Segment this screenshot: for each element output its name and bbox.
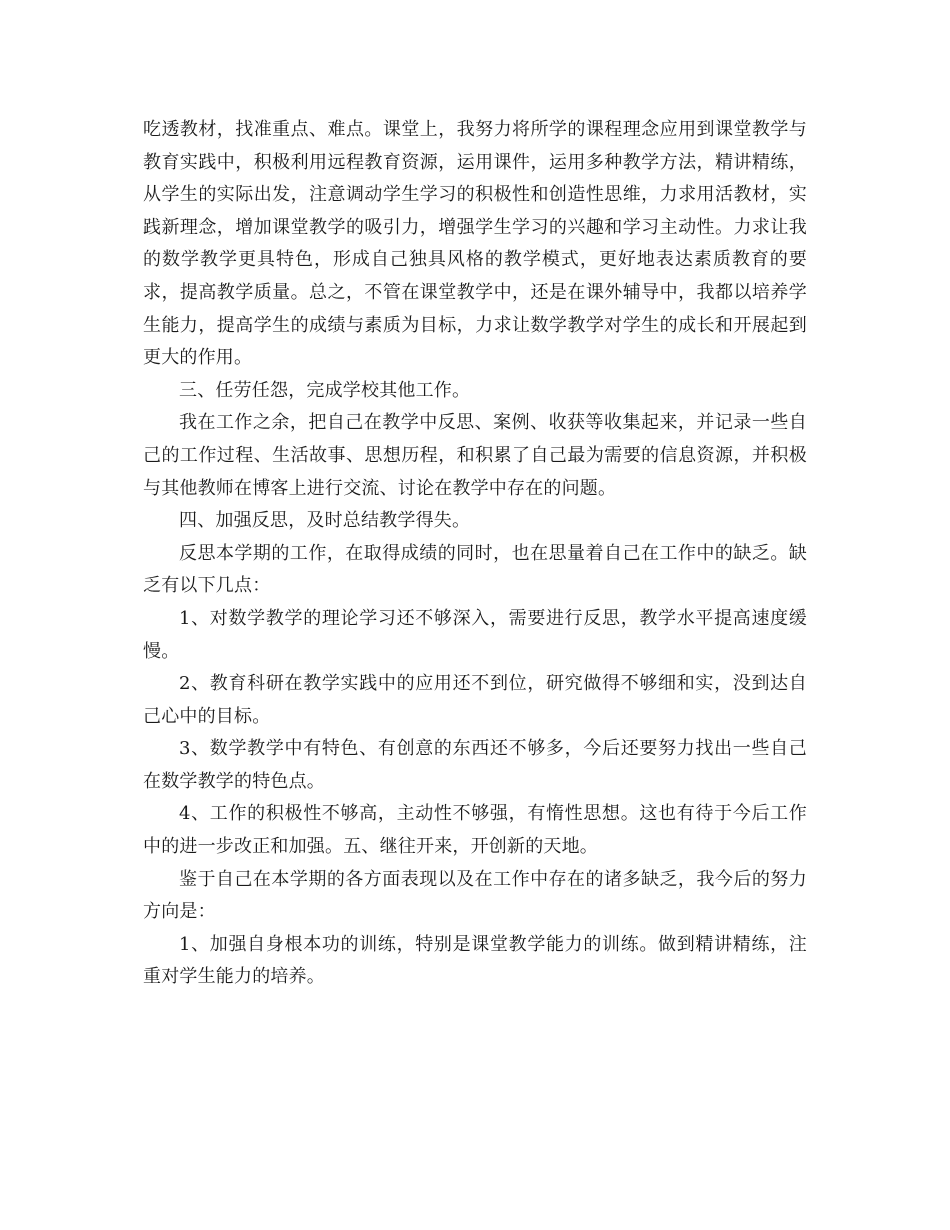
paragraph-5: 反思本学期的工作，在取得成绩的同时，也在思量着自己在工作中的缺乏。缺乏有以下几点：: [143, 542, 807, 597]
list-item-2: 2、教育科研在教学实践中的应用还不到位，研究做得不够细和实，没到达自己心中的目标。: [143, 673, 807, 727]
list-item-4: 4、工作的积极性不够高，主动性不够强，有惰性思想。这也有待于今后工作中的进一步改正和加强。五、继往开来，开创新的天地。: [143, 803, 807, 858]
paragraph-10: 鉴于自己在本学期的各方面表现以及在工作中存在的诸多缺乏，我今后的努力方向是：: [143, 868, 807, 923]
section-heading-4: 四、加强反思，及时总结教学得失。: [179, 510, 471, 532]
section-heading-3: 三、任劳任怨，完成学校其他工作。: [179, 379, 471, 401]
paragraph-3: 我在工作之余，把自己在教学中反思、案例、收获等收集起来，并记录一些自己的工作过程、生活故事、思想历程，和积累了自己最为需要的信息资源，并积极与其他教师在博客上进行交流、讨论在教学中存在的问题。: [143, 412, 807, 499]
list-item-1: 1、对数学教学的理论学习还不够深入，需要进行反思，教学水平提高速度缓慢。: [143, 607, 807, 662]
plan-item-1: 1、加强自身根本功的训练，特别是课堂教学能力的训练。做到精讲精练，注重对学生能力的培养。: [143, 933, 807, 988]
list-item-3: 3、数学教学中有特色、有创意的东西还不够多，今后还要努力找出一些自己在数学教学的特色点。: [143, 738, 807, 792]
paragraph-1: 吃透教材，找准重点、难点。课堂上，我努力将所学的课程理念应用到课堂教学与教育实践中，积极利用远程教育资源，运用课件，运用多种教学方法，精讲精练，从学生的实际出发，注意调动学生学习的积极性和创造性思维，力求用活教材，实践新理念，增加课堂教学的吸引力，增强学生学习的兴趣和学习主动性。力求让我的数学教学更具特色，形成自己独具风格的教学模式，更好地表达素质教育的要求，提高教学质量。总之，不管在课堂教学中，还是在课外辅导中，我都以培养学生能力，提高学生的成绩与素质为目标，力求让数学教学对学生的成长和开展起到更大的作用。: [143, 119, 807, 369]
document-body: [143, 114, 807, 994]
